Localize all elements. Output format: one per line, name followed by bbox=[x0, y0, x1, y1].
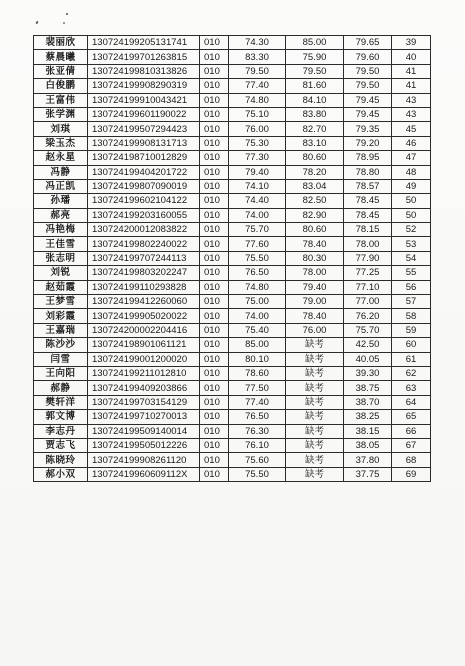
cell-rank: 50 bbox=[392, 208, 431, 222]
cell-total-score: 78.95 bbox=[344, 151, 392, 165]
cell-total-score: 79.45 bbox=[344, 93, 392, 107]
cell-written-score: 75.00 bbox=[229, 295, 286, 309]
cell-id-number: 130724199211012810 bbox=[88, 366, 200, 380]
cell-name: 张学渊 bbox=[34, 107, 88, 121]
cell-id-number: 130724199110293828 bbox=[88, 280, 200, 294]
cell-rank: 43 bbox=[392, 93, 431, 107]
cell-interview-score: 82.70 bbox=[286, 122, 344, 136]
cell-interview-score: 82.50 bbox=[286, 194, 344, 208]
cell-written-score: 77.60 bbox=[229, 237, 286, 251]
cell-id-number: 130724199910043421 bbox=[88, 93, 200, 107]
cell-written-score: 74.00 bbox=[229, 309, 286, 323]
table-row bbox=[34, 338, 431, 352]
table-row bbox=[34, 208, 431, 222]
table-row bbox=[34, 237, 431, 251]
cell-rank: 68 bbox=[392, 453, 431, 467]
cell-total-score: 78.00 bbox=[344, 237, 392, 251]
cell-total-score: 78.80 bbox=[344, 165, 392, 179]
cell-rank: 65 bbox=[392, 410, 431, 424]
cell-id-number: 130724199707244113 bbox=[88, 251, 200, 265]
cell-total-score: 77.25 bbox=[344, 266, 392, 280]
cell-name: 李志丹 bbox=[34, 424, 88, 438]
cell-rank: 58 bbox=[392, 309, 431, 323]
cell-code: 010 bbox=[200, 453, 229, 467]
cell-written-score: 85.00 bbox=[229, 338, 286, 352]
table-row bbox=[34, 395, 431, 409]
cell-code: 010 bbox=[200, 381, 229, 395]
cell-name: 陈沙沙 bbox=[34, 338, 88, 352]
scan-speck bbox=[66, 13, 68, 15]
cell-total-score: 79.50 bbox=[344, 79, 392, 93]
cell-written-score: 77.40 bbox=[229, 79, 286, 93]
cell-interview-score: 缺考 bbox=[286, 352, 344, 366]
cell-interview-score: 缺考 bbox=[286, 467, 344, 481]
cell-name: 孙璠 bbox=[34, 194, 88, 208]
cell-id-number: 13072419960609112X bbox=[88, 467, 200, 481]
table-row bbox=[34, 381, 431, 395]
cell-total-score: 79.35 bbox=[344, 122, 392, 136]
cell-total-score: 79.20 bbox=[344, 136, 392, 150]
cell-id-number: 130724199803202247 bbox=[88, 266, 200, 280]
cell-name: 冯艳梅 bbox=[34, 223, 88, 237]
cell-interview-score: 78.00 bbox=[286, 266, 344, 280]
cell-written-score: 79.40 bbox=[229, 165, 286, 179]
cell-total-score: 38.25 bbox=[344, 410, 392, 424]
cell-code: 010 bbox=[200, 165, 229, 179]
table-row bbox=[34, 438, 431, 452]
cell-name: 裴丽欣 bbox=[34, 36, 88, 50]
table-row bbox=[34, 93, 431, 107]
cell-name: 闫雪 bbox=[34, 352, 88, 366]
cell-code: 010 bbox=[200, 410, 229, 424]
results-table-body bbox=[34, 36, 431, 482]
table-row bbox=[34, 251, 431, 265]
cell-total-score: 76.20 bbox=[344, 309, 392, 323]
cell-name: 赵茹霞 bbox=[34, 280, 88, 294]
table-row bbox=[34, 64, 431, 78]
cell-code: 010 bbox=[200, 93, 229, 107]
cell-interview-score: 缺考 bbox=[286, 366, 344, 380]
table-row bbox=[34, 453, 431, 467]
cell-interview-score: 缺考 bbox=[286, 338, 344, 352]
cell-rank: 69 bbox=[392, 467, 431, 481]
cell-interview-score: 缺考 bbox=[286, 453, 344, 467]
cell-rank: 57 bbox=[392, 295, 431, 309]
cell-written-score: 76.30 bbox=[229, 424, 286, 438]
cell-name: 冯正凯 bbox=[34, 179, 88, 193]
cell-total-score: 78.15 bbox=[344, 223, 392, 237]
cell-id-number: 130724199908290319 bbox=[88, 79, 200, 93]
cell-name: 刘锐 bbox=[34, 266, 88, 280]
table-row bbox=[34, 165, 431, 179]
cell-interview-score: 缺考 bbox=[286, 381, 344, 395]
cell-total-score: 77.00 bbox=[344, 295, 392, 309]
cell-id-number: 130724199810313826 bbox=[88, 64, 200, 78]
cell-code: 010 bbox=[200, 323, 229, 337]
cell-interview-score: 79.00 bbox=[286, 295, 344, 309]
cell-rank: 59 bbox=[392, 323, 431, 337]
cell-id-number: 130724199703154129 bbox=[88, 395, 200, 409]
cell-rank: 67 bbox=[392, 438, 431, 452]
cell-code: 010 bbox=[200, 237, 229, 251]
cell-interview-score: 缺考 bbox=[286, 438, 344, 452]
cell-id-number: 130724199412260060 bbox=[88, 295, 200, 309]
table-row bbox=[34, 352, 431, 366]
cell-rank: 47 bbox=[392, 151, 431, 165]
table-row bbox=[34, 309, 431, 323]
cell-code: 010 bbox=[200, 352, 229, 366]
cell-interview-score: 80.60 bbox=[286, 151, 344, 165]
cell-written-score: 78.60 bbox=[229, 366, 286, 380]
cell-rank: 39 bbox=[392, 36, 431, 50]
cell-total-score: 75.70 bbox=[344, 323, 392, 337]
cell-name: 贾志飞 bbox=[34, 438, 88, 452]
cell-rank: 61 bbox=[392, 352, 431, 366]
cell-id-number: 130724199602104122 bbox=[88, 194, 200, 208]
cell-name: 王向阳 bbox=[34, 366, 88, 380]
cell-id-number: 130724198710012829 bbox=[88, 151, 200, 165]
cell-interview-score: 80.30 bbox=[286, 251, 344, 265]
cell-code: 010 bbox=[200, 266, 229, 280]
cell-code: 010 bbox=[200, 295, 229, 309]
cell-id-number: 130724199203160055 bbox=[88, 208, 200, 222]
table-row bbox=[34, 151, 431, 165]
cell-code: 010 bbox=[200, 122, 229, 136]
cell-name: 王嘉瑞 bbox=[34, 323, 88, 337]
cell-rank: 60 bbox=[392, 338, 431, 352]
table-row bbox=[34, 424, 431, 438]
cell-name: 刘彩霞 bbox=[34, 309, 88, 323]
table-row bbox=[34, 366, 431, 380]
cell-id-number: 130724199509140014 bbox=[88, 424, 200, 438]
cell-rank: 56 bbox=[392, 280, 431, 294]
cell-id-number: 130724199905020022 bbox=[88, 309, 200, 323]
cell-written-score: 83.30 bbox=[229, 50, 286, 64]
cell-written-score: 74.80 bbox=[229, 280, 286, 294]
cell-interview-score: 78.20 bbox=[286, 165, 344, 179]
table-row bbox=[34, 223, 431, 237]
cell-interview-score: 缺考 bbox=[286, 395, 344, 409]
cell-total-score: 79.60 bbox=[344, 50, 392, 64]
cell-interview-score: 83.10 bbox=[286, 136, 344, 150]
cell-total-score: 40.05 bbox=[344, 352, 392, 366]
cell-code: 010 bbox=[200, 424, 229, 438]
cell-total-score: 38.15 bbox=[344, 424, 392, 438]
cell-total-score: 37.75 bbox=[344, 467, 392, 481]
cell-code: 010 bbox=[200, 64, 229, 78]
table-row bbox=[34, 194, 431, 208]
cell-written-score: 74.80 bbox=[229, 93, 286, 107]
cell-id-number: 130724198901061121 bbox=[88, 338, 200, 352]
cell-name: 张志明 bbox=[34, 251, 88, 265]
cell-total-score: 78.45 bbox=[344, 208, 392, 222]
cell-id-number: 130724199001200020 bbox=[88, 352, 200, 366]
cell-interview-score: 84.10 bbox=[286, 93, 344, 107]
cell-id-number: 130724200002204416 bbox=[88, 323, 200, 337]
cell-written-score: 77.50 bbox=[229, 381, 286, 395]
cell-code: 010 bbox=[200, 79, 229, 93]
cell-name: 王富伟 bbox=[34, 93, 88, 107]
cell-rank: 46 bbox=[392, 136, 431, 150]
cell-written-score: 77.30 bbox=[229, 151, 286, 165]
table-row bbox=[34, 79, 431, 93]
cell-written-score: 77.40 bbox=[229, 395, 286, 409]
cell-name: 郭文博 bbox=[34, 410, 88, 424]
cell-code: 010 bbox=[200, 194, 229, 208]
cell-written-score: 76.10 bbox=[229, 438, 286, 452]
cell-name: 陈晓玲 bbox=[34, 453, 88, 467]
table-row bbox=[34, 410, 431, 424]
cell-written-score: 75.40 bbox=[229, 323, 286, 337]
cell-rank: 63 bbox=[392, 381, 431, 395]
cell-name: 赵永星 bbox=[34, 151, 88, 165]
cell-name: 郝静 bbox=[34, 381, 88, 395]
cell-name: 郝小双 bbox=[34, 467, 88, 481]
cell-total-score: 42.50 bbox=[344, 338, 392, 352]
cell-written-score: 75.50 bbox=[229, 251, 286, 265]
table-row bbox=[34, 107, 431, 121]
cell-code: 010 bbox=[200, 467, 229, 481]
cell-code: 010 bbox=[200, 338, 229, 352]
cell-name: 冯静 bbox=[34, 165, 88, 179]
cell-code: 010 bbox=[200, 251, 229, 265]
table-row bbox=[34, 50, 431, 64]
cell-rank: 62 bbox=[392, 366, 431, 380]
cell-total-score: 77.90 bbox=[344, 251, 392, 265]
cell-interview-score: 75.90 bbox=[286, 50, 344, 64]
cell-interview-score: 80.60 bbox=[286, 223, 344, 237]
cell-written-score: 76.50 bbox=[229, 266, 286, 280]
cell-total-score: 78.45 bbox=[344, 194, 392, 208]
cell-rank: 53 bbox=[392, 237, 431, 251]
cell-interview-score: 85.00 bbox=[286, 36, 344, 50]
cell-id-number: 130724199908261120 bbox=[88, 453, 200, 467]
scan-speck bbox=[63, 22, 65, 24]
cell-total-score: 38.70 bbox=[344, 395, 392, 409]
cell-interview-score: 76.00 bbox=[286, 323, 344, 337]
cell-total-score: 38.75 bbox=[344, 381, 392, 395]
cell-code: 010 bbox=[200, 208, 229, 222]
cell-interview-score: 83.80 bbox=[286, 107, 344, 121]
cell-written-score: 74.30 bbox=[229, 36, 286, 50]
cell-total-score: 79.65 bbox=[344, 36, 392, 50]
results-table bbox=[33, 35, 431, 482]
cell-written-score: 76.50 bbox=[229, 410, 286, 424]
cell-rank: 43 bbox=[392, 107, 431, 121]
table-row bbox=[34, 36, 431, 50]
scan-speck bbox=[35, 21, 38, 25]
cell-total-score: 38.05 bbox=[344, 438, 392, 452]
cell-total-score: 37.80 bbox=[344, 453, 392, 467]
cell-interview-score: 79.50 bbox=[286, 64, 344, 78]
table-row bbox=[34, 136, 431, 150]
cell-code: 010 bbox=[200, 223, 229, 237]
cell-rank: 52 bbox=[392, 223, 431, 237]
cell-id-number: 130724200012083822 bbox=[88, 223, 200, 237]
cell-id-number: 130724199701263815 bbox=[88, 50, 200, 64]
table-row bbox=[34, 280, 431, 294]
cell-code: 010 bbox=[200, 366, 229, 380]
cell-interview-score: 78.40 bbox=[286, 237, 344, 251]
cell-name: 梁玉杰 bbox=[34, 136, 88, 150]
cell-name: 刘琪 bbox=[34, 122, 88, 136]
cell-id-number: 130724199409203866 bbox=[88, 381, 200, 395]
cell-interview-score: 缺考 bbox=[286, 410, 344, 424]
cell-written-score: 75.30 bbox=[229, 136, 286, 150]
cell-name: 张亚倩 bbox=[34, 64, 88, 78]
cell-rank: 64 bbox=[392, 395, 431, 409]
cell-id-number: 130724199507294423 bbox=[88, 122, 200, 136]
cell-total-score: 39.30 bbox=[344, 366, 392, 380]
cell-name: 郝亮 bbox=[34, 208, 88, 222]
table-row bbox=[34, 467, 431, 481]
cell-code: 010 bbox=[200, 280, 229, 294]
cell-total-score: 79.50 bbox=[344, 64, 392, 78]
cell-interview-score: 83.04 bbox=[286, 179, 344, 193]
cell-interview-score: 82.90 bbox=[286, 208, 344, 222]
cell-name: 王梦雪 bbox=[34, 295, 88, 309]
cell-written-score: 76.00 bbox=[229, 122, 286, 136]
cell-written-score: 74.10 bbox=[229, 179, 286, 193]
cell-rank: 55 bbox=[392, 266, 431, 280]
cell-id-number: 130724199205131741 bbox=[88, 36, 200, 50]
cell-rank: 66 bbox=[392, 424, 431, 438]
cell-written-score: 79.50 bbox=[229, 64, 286, 78]
cell-written-score: 74.40 bbox=[229, 194, 286, 208]
cell-rank: 50 bbox=[392, 194, 431, 208]
cell-code: 010 bbox=[200, 107, 229, 121]
cell-id-number: 130724199710270013 bbox=[88, 410, 200, 424]
cell-rank: 48 bbox=[392, 165, 431, 179]
cell-id-number: 130724199601190022 bbox=[88, 107, 200, 121]
cell-code: 010 bbox=[200, 395, 229, 409]
cell-written-score: 80.10 bbox=[229, 352, 286, 366]
cell-code: 010 bbox=[200, 151, 229, 165]
cell-code: 010 bbox=[200, 136, 229, 150]
cell-rank: 49 bbox=[392, 179, 431, 193]
cell-code: 010 bbox=[200, 179, 229, 193]
cell-interview-score: 81.60 bbox=[286, 79, 344, 93]
cell-rank: 45 bbox=[392, 122, 431, 136]
table-row bbox=[34, 295, 431, 309]
cell-interview-score: 缺考 bbox=[286, 424, 344, 438]
cell-code: 010 bbox=[200, 309, 229, 323]
cell-code: 010 bbox=[200, 50, 229, 64]
cell-name: 樊轩洋 bbox=[34, 395, 88, 409]
cell-written-score: 74.00 bbox=[229, 208, 286, 222]
table-row bbox=[34, 323, 431, 337]
cell-written-score: 75.60 bbox=[229, 453, 286, 467]
table-row bbox=[34, 179, 431, 193]
cell-id-number: 130724199807090019 bbox=[88, 179, 200, 193]
table-row bbox=[34, 122, 431, 136]
cell-total-score: 79.45 bbox=[344, 107, 392, 121]
cell-written-score: 75.70 bbox=[229, 223, 286, 237]
cell-rank: 41 bbox=[392, 79, 431, 93]
cell-id-number: 130724199404201722 bbox=[88, 165, 200, 179]
cell-code: 010 bbox=[200, 438, 229, 452]
cell-total-score: 78.57 bbox=[344, 179, 392, 193]
cell-rank: 54 bbox=[392, 251, 431, 265]
cell-written-score: 75.50 bbox=[229, 467, 286, 481]
cell-written-score: 75.10 bbox=[229, 107, 286, 121]
cell-interview-score: 79.40 bbox=[286, 280, 344, 294]
cell-name: 蔡晨曦 bbox=[34, 50, 88, 64]
cell-total-score: 77.10 bbox=[344, 280, 392, 294]
cell-id-number: 130724199908131713 bbox=[88, 136, 200, 150]
cell-rank: 40 bbox=[392, 50, 431, 64]
cell-rank: 41 bbox=[392, 64, 431, 78]
cell-interview-score: 78.40 bbox=[286, 309, 344, 323]
cell-name: 王佳雪 bbox=[34, 237, 88, 251]
cell-name: 白俊鹏 bbox=[34, 79, 88, 93]
table-row bbox=[34, 266, 431, 280]
cell-id-number: 130724199802240022 bbox=[88, 237, 200, 251]
cell-id-number: 130724199505012226 bbox=[88, 438, 200, 452]
cell-code: 010 bbox=[200, 36, 229, 50]
